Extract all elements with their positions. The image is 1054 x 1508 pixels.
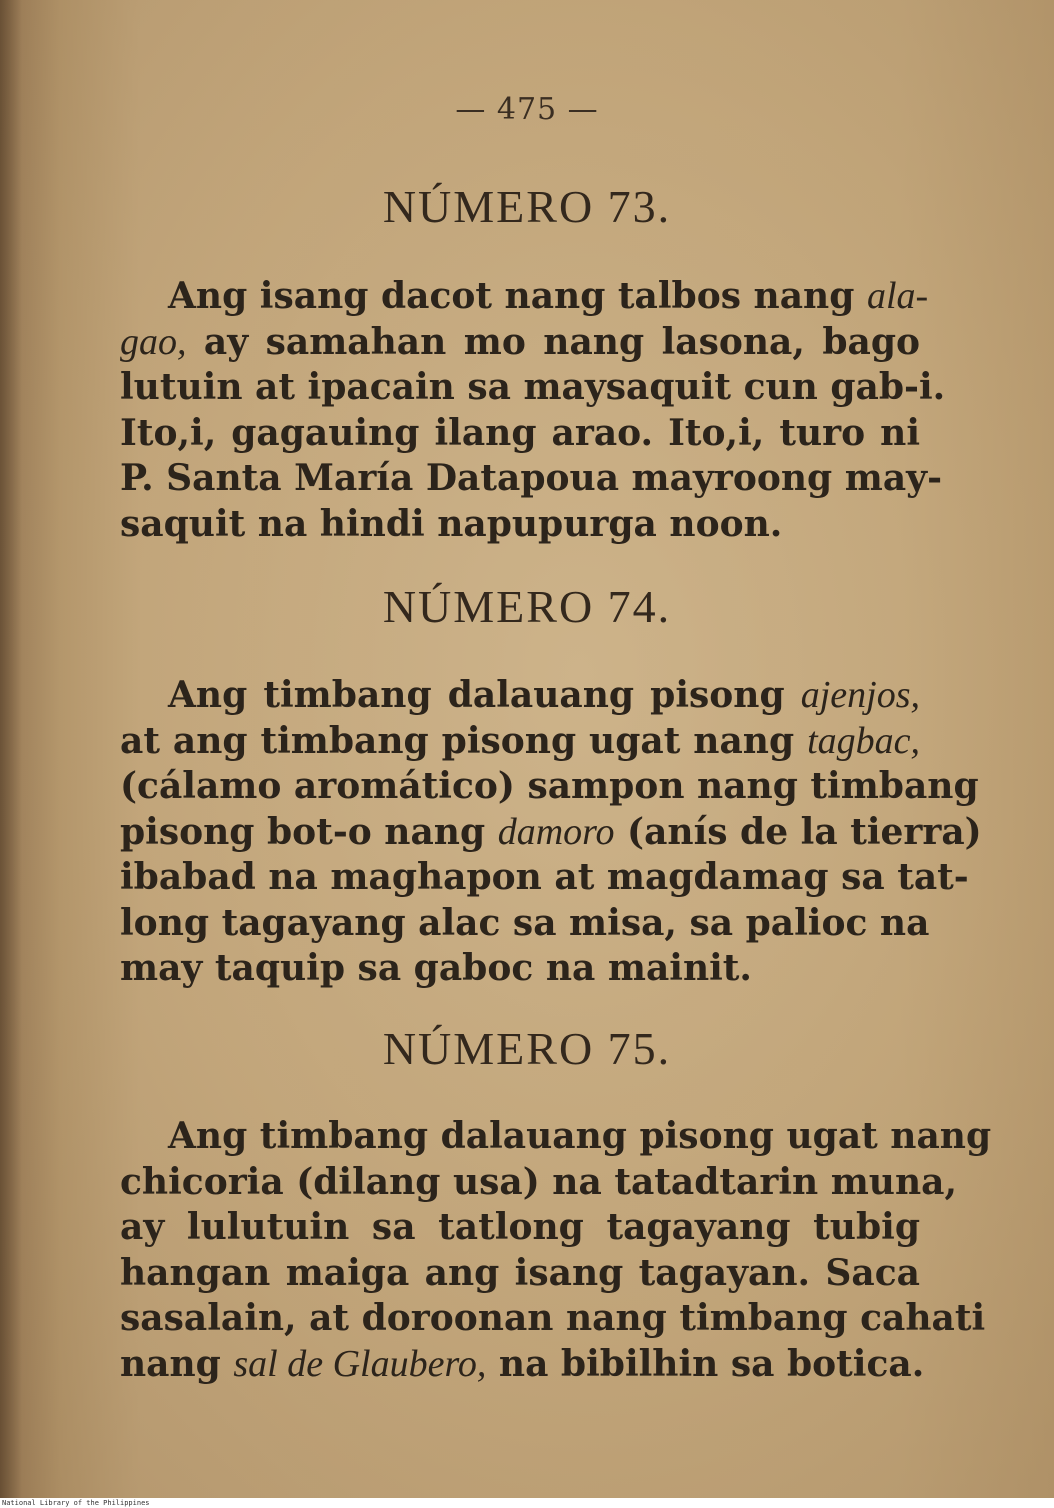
text-line: Ito,i, gagauing ilang arao. Ito,i, turo ni xyxy=(120,411,920,454)
text-line: lutuin at ipacain sa maysaquit cun gab-i. xyxy=(120,366,946,408)
section-text-73 xyxy=(120,274,946,547)
text-line: Ang timbang dalauang pisong ugat nang xyxy=(168,1115,992,1157)
italic-term: ajenjos, xyxy=(800,674,920,716)
text-line: nang sal de Glaubero, na bibilhin sa botica. xyxy=(120,1342,925,1385)
section-heading-75: NÚMERO 75. xyxy=(382,1023,672,1074)
section-heading-73: NÚMERO 73. xyxy=(382,181,672,232)
italic-term: damoro xyxy=(497,810,615,853)
italic-term: tagbac, xyxy=(807,719,920,762)
section-text-75 xyxy=(120,1114,992,1387)
text-line: chicoria (dilang usa) na tatadtarin muna, xyxy=(120,1160,958,1203)
text-line: saquit na hindi napupurga noon. xyxy=(120,502,783,545)
text-line: may taquip sa gaboc na mainit. xyxy=(120,947,752,989)
text-line: sasalain, at doroonan nang timbang cahati xyxy=(120,1297,986,1339)
section-text-74 xyxy=(120,673,982,992)
section-heading-74: NÚMERO 74. xyxy=(382,581,672,632)
text-line: P. Santa María Datapoua mayroong may- xyxy=(120,457,943,499)
text-line: gao, ay samahan mo nang lasona, bago xyxy=(120,320,920,363)
text-line: (cálamo aromático) sampon nang timbang xyxy=(120,765,979,807)
text-line: Ang isang dacot nang talbos nang ala- xyxy=(168,275,929,317)
page-number: — 475 — xyxy=(455,92,599,127)
text-line: ibabad na maghapon at magdamag sa tat- xyxy=(120,856,969,898)
library-footer: National Library of the Philippines xyxy=(0,1498,1054,1508)
italic-term: sal de Glaubero, xyxy=(233,1342,487,1385)
text-line: long tagayang alac sa misa, sa palioc na xyxy=(120,901,930,944)
italic-term: gao, xyxy=(120,320,187,363)
text-line: at ang timbang pisong ugat nang tagbac, xyxy=(120,719,920,762)
text-line: ay lulutuin sa tatlong tagayang tubig xyxy=(120,1206,920,1248)
text-line: Ang timbang dalauang pisong ajenjos, xyxy=(168,674,920,716)
text-line: hangan maiga ang isang tagayan. Saca xyxy=(120,1251,920,1294)
italic-term: ala- xyxy=(866,275,929,317)
text-line: pisong bot-o nang damoro (anís de la tierra) xyxy=(120,810,982,853)
